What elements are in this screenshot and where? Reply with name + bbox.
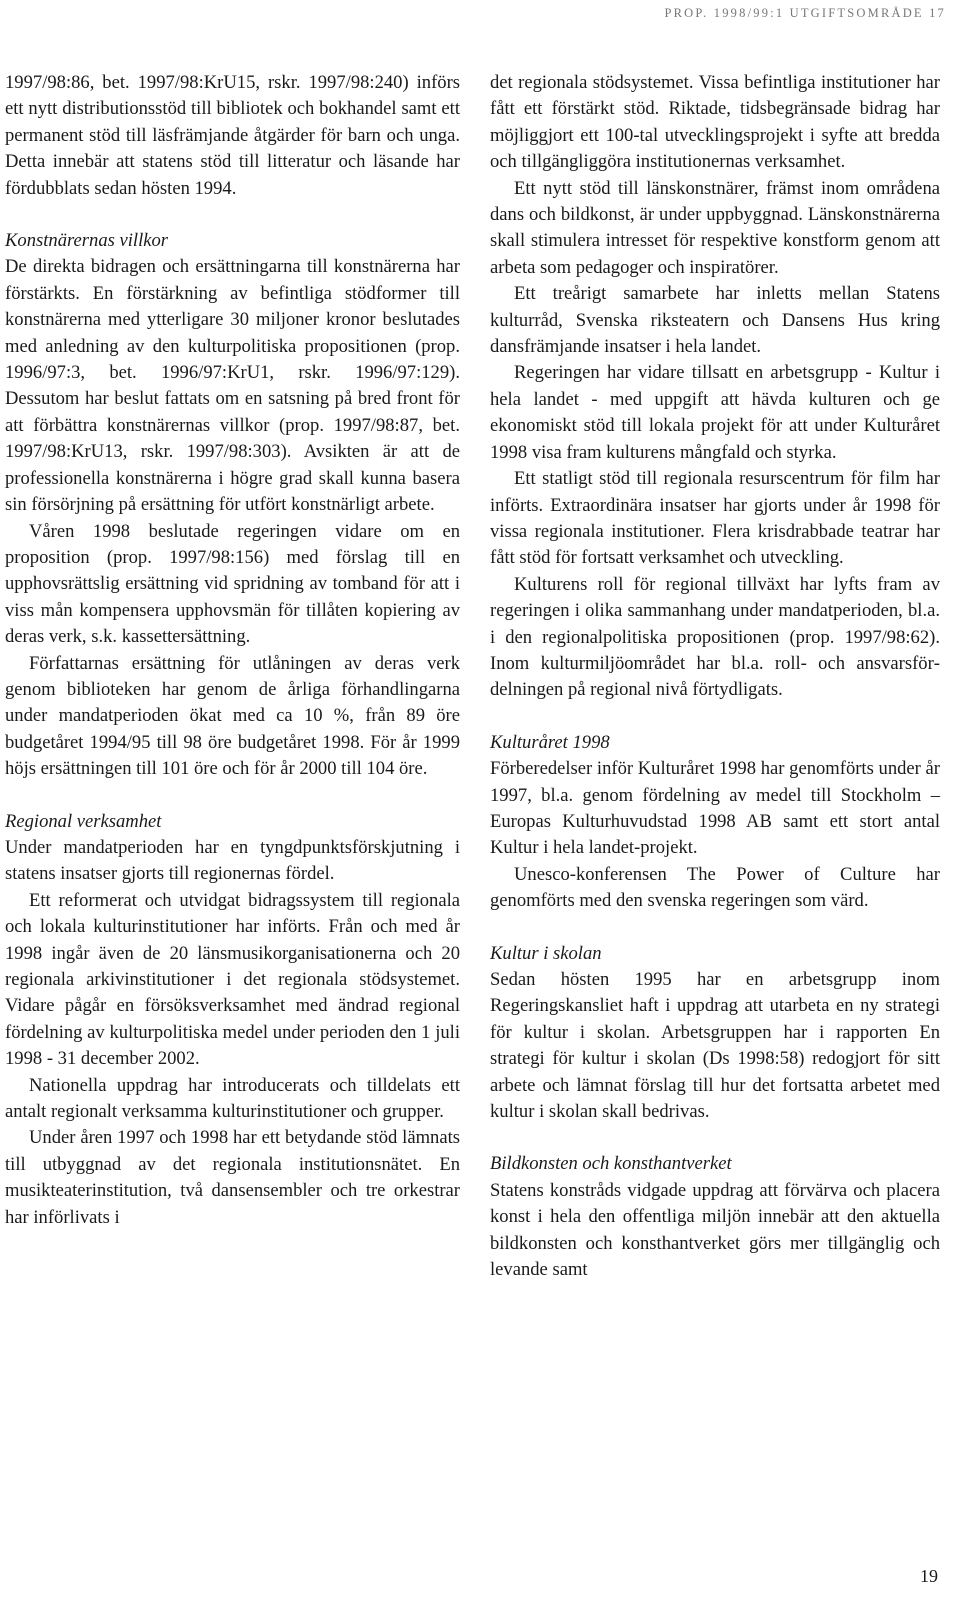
page-number: 19 — [920, 1566, 938, 1586]
paragraph: Kulturens roll för regional tillväxt har lyfts fram av regeringen i olika sammanhang under mandatperioden, bl.a. i den regionalpolitiska propositionen (prop. 1997/98:62). Inom kulturmiljöområdet har bl.a. roll- och ansvarsfördelningen på regional nivå förtydligats. — [490, 573, 940, 701]
paragraph: Sedan hösten 1995 har en arbetsgrupp inom Regeringskansliet haft i uppdrag att utarbeta en ny strategi för kultur i skolan. Arbetsgruppen har i rapporten En strategi för kultur i skolan (Ds 1998:58) redogjort för sitt arbete och lämnat förslag till hur det fortsatta arbetet med kultur i skolan skall bedrivas. — [490, 969, 940, 1123]
spacer — [5, 202, 460, 228]
paragraph: Författarnas ersättning för utlåningen av deras verk genom biblioteken har genom de årliga förhandlingarna under mandatperioden ökat med ca 10 %, från 89 öre budgetåret 1994/95 till 98 öre budgetåret 1998. För år 1999 höjs ersättningen till 101 öre och för år 2000 till 104 öre. — [5, 652, 460, 780]
spacer — [490, 1125, 940, 1151]
right-column — [490, 70, 940, 1283]
section-heading-regional-verksamhet: Regional verksamhet — [5, 810, 162, 832]
paragraph: Ett reformerat och utvidgat bidragssystem till regionala och lokala kulturinstitutioner har införts. Från och med år 1998 ingår även de 20 länsmusikorganisationerna och 20 regionala arkivinstitutioner i det regionala stödsystemet. Vidare pågår en försöksverksamhet med ändrad regional fördelning av kulturpolitiska medel under perioden den 1 juli 1998 - 31 december 2002. — [5, 889, 460, 1070]
paragraph: Statens konstråds vidgade uppdrag att förvärva och placera konst i hela den offentliga miljön innebär att den aktuella bildkonsten och konsthantverket görs mer tillgänglig och levande samt — [490, 1179, 940, 1281]
paragraph: Ett nytt stöd till länskonstnärer, främst inom områdena dans och bildkonst, är under uppbyggnad. Länskonstnärerna skall stimulera intresset för respektive konstform genom att arbeta som pedagoger och inspiratörer. — [490, 177, 940, 278]
paragraph: Nationella uppdrag har introducerats och tilldelats ett antalt regionalt verksamma kulturinstitutioner och grupper. — [5, 1074, 460, 1123]
spacer — [490, 915, 940, 941]
section-heading-kulturaret-1998: Kulturåret 1998 — [490, 731, 610, 753]
section-heading-konstnarernas-villkor: Konstnärernas villkor — [5, 230, 169, 252]
paragraph: det regionala stödsystemet. Vissa befintliga institutioner har fått ett förstärkt stöd. Riktade, tidsbegränsade bidrag har möjliggjort ett 100-tal utvecklingsprojekt i syfte att bredda och tillgängliggöra institutionernas verksamhet. — [490, 72, 940, 173]
paragraph: Under mandatperioden har en tyngdpunktsförskjutning i statens insatser gjorts till regionernas fördel. — [5, 836, 460, 885]
left-column — [5, 70, 460, 1231]
paragraph: Våren 1998 beslutade regeringen vidare om en proposition (prop. 1997/98:156) med förslag till en upphovsrättslig ersättning vid spridning av tomband för att i viss mån kompensera upphovsmän för tillåten kopiering av deras verk, s.k. kassettersättning. — [5, 520, 460, 648]
section-heading-bildkonsten: Bildkonsten och konsthantverket — [490, 1153, 732, 1175]
paragraph: De direkta bidragen och ersättningarna till konstnärerna har förstärkts. En förstärkning av befintliga stödformer till konstnärerna med ytterligare 30 miljoner kronor beslutades med anledning av den kulturpolitiska propositionen (prop. 1996/97:3, bet. 1996/97:KrU1, rskr. 1996/97:129). Dessutom har beslut fattats om en satsning på bred front för att förbättra konstnärernas villkor (prop. 1997/98:87, bet. 1997/98:KrU13, rskr. 1997/98:303). Avsikten är att de professionella konstnärerna i högre grad skall kunna basera sin försörjning på ersättning för utfört konstnärligt arbete. — [5, 256, 460, 516]
paragraph: Ett treårigt samarbete har inletts mellan Statens kulturråd, Svenska riksteatern och Dansens Hus kring dansfrämjande insatser i hela landet. — [490, 283, 940, 358]
paragraph: Regeringen har vidare tillsatt en arbetsgrupp - Kultur i hela landet - med uppgift att hävda kulturen och ge ekonomiskt stöd till lokala projekt för att under Kulturåret 1998 visa fram kulturens mångfald och styrka. — [490, 362, 940, 463]
spacer — [5, 783, 460, 809]
paragraph: Förberedelser inför Kulturåret 1998 har genomförts under år 1997, bl.a. genom fördelning av medel till Stockholm – Europas Kulturhuvudstad 1998 AB samt ett stort antal Kultur i hela landet-projekt. — [490, 758, 940, 859]
paragraph: Unesco-konferensen The Power of Culture har genomförts med den svenska regeringen som värd. — [490, 863, 940, 912]
running-head: PROP. 1998/99:1 UTGIFTSOMRÅDE 17 — [664, 6, 946, 20]
paragraph: Under åren 1997 och 1998 har ett betydande stöd lämnats till utbyggnad av det regionala institutionsnätet. En musikteaterinstitution, två dansensembler och tre orkestrar har införlivats i — [5, 1127, 460, 1228]
paragraph: 1997/98:86, bet. 1997/98:KrU15, rskr. 1997/98:240) införs ett nytt distributionsstöd till bibliotek och bokhandel samt ett permanent stöd till läsfrämjande åtgärder för barn och unga. Detta innebär att statens stöd till litteratur och läsande har fördubblats sedan hösten 1994. — [5, 72, 460, 199]
paragraph: Ett statligt stöd till regionala resurscentrum för film har införts. Extraordinära insatser har gjorts under år 1998 för vissa regionala institutioner. Flera krisdrabbade teatrar har fått stöd för fortsatt verksamhet och utveckling. — [490, 468, 940, 569]
spacer — [490, 704, 940, 730]
section-heading-kultur-i-skolan: Kultur i skolan — [490, 942, 602, 964]
